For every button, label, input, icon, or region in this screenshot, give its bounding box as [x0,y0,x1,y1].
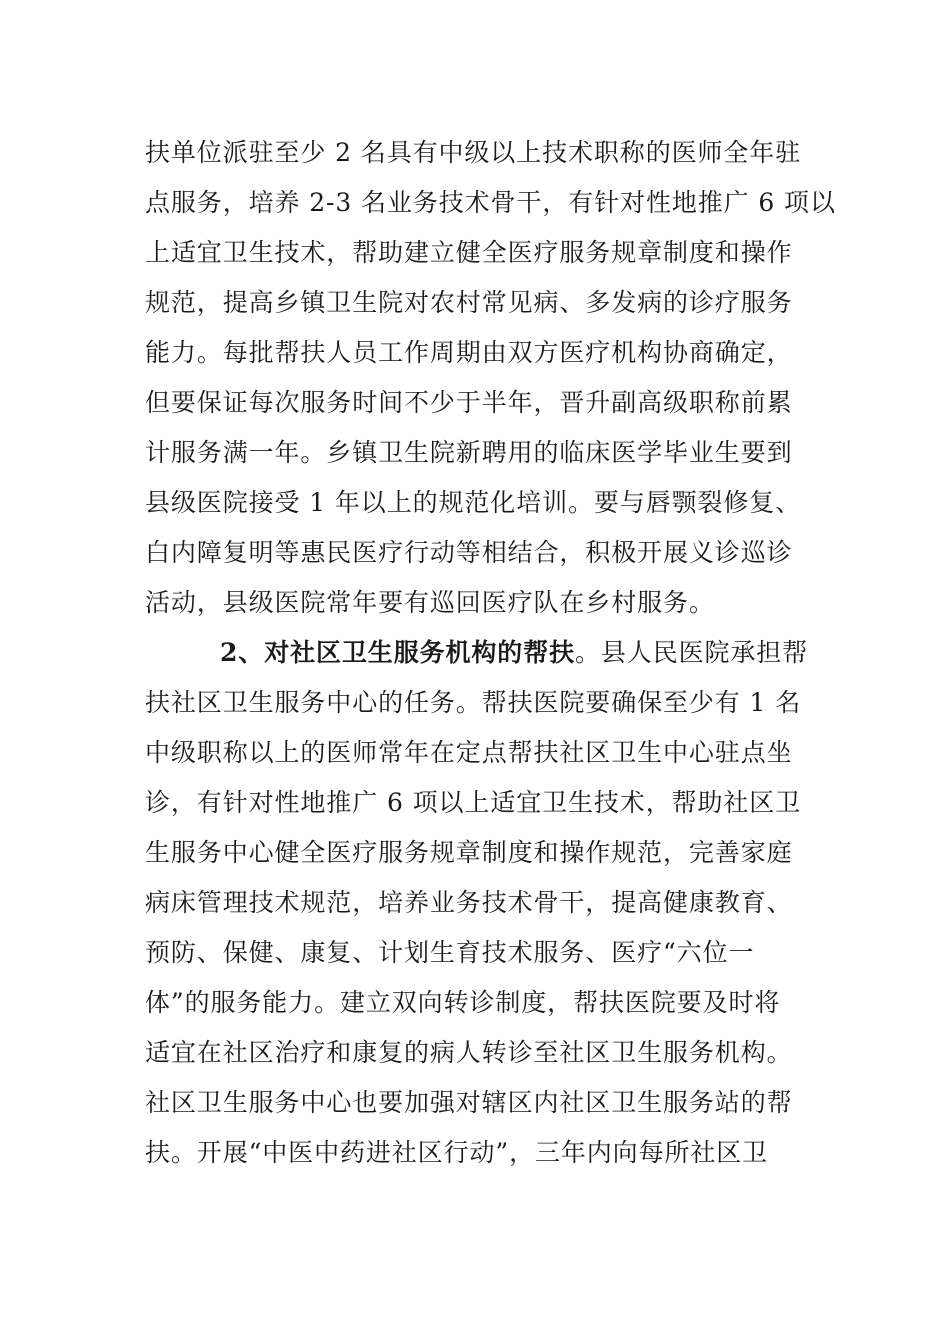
paragraph2-line-5: 生服务中心健全医疗服务规章制度和操作规范，完善家庭 [145,838,793,867]
paragraph2-line-3: 中级职称以上的医师常年在定点帮扶社区卫生中心驻点坐 [145,738,793,767]
paragraph1-line-5: 能力。每批帮扶人员工作周期由双方医疗机构协商确定， [145,338,793,367]
paragraph2-line-11: 扶。开展“中医中药进社区行动”，三年内向每所社区卫 [145,1138,769,1167]
paragraph2-line-8: 体”的服务能力。建立双向转诊制度，帮扶医院要及时将 [145,988,781,1017]
paragraph1-line-8: 县级医院接受 1 年以上的规范化培训。要与唇颚裂修复、 [145,488,802,517]
paragraph1-line-3: 上适宜卫生技术，帮助建立健全医疗服务规章制度和操作 [145,238,793,267]
paragraph1-line-10: 活动，县级医院常年要有巡回医疗队在乡村服务。 [145,588,715,617]
paragraph2-line-10: 社区卫生服务中心也要加强对辖区内社区卫生服务站的帮 [145,1088,793,1117]
paragraph2-line-6: 病床管理技术规范，培养业务技术骨干，提高健康教育、 [145,888,793,917]
paragraph1-line-2: 点服务，培养 2-3 名业务技术骨干，有针对性地推广 6 项以 [145,188,836,217]
paragraph1-line-7: 计服务满一年。乡镇卫生院新聘用的临床医学毕业生要到 [145,438,793,467]
paragraph1-line-6: 但要保证每次服务时间不少于半年，晋升副高级职称前累 [145,388,793,417]
paragraph2-line-4: 诊，有针对性地推广 6 项以上适宜卫生技术，帮助社区卫 [145,788,802,817]
paragraph1-line-4: 规范，提高乡镇卫生院对农村常见病、多发病的诊疗服务 [145,288,793,317]
paragraph2-first-line-rest: 。县人民医院承担帮 [575,638,809,667]
paragraph2-line-7: 预防、保健、康复、计划生育技术服务、医疗“六位一 [145,938,755,967]
paragraph2-heading: 2、对社区卫生服务机构的帮扶 [220,638,575,667]
paragraph2-line-9: 适宜在社区治疗和康复的病人转诊至社区卫生服务机构。 [145,1038,793,1067]
paragraph2-line-1 [220,627,808,679]
paragraph2-line-2: 扶社区卫生服务中心的任务。帮扶医院要确保至少有 1 名 [145,688,802,717]
paragraph1-line-9: 白内障复明等惠民医疗行动等相结合，积极开展义诊巡诊 [145,538,793,567]
paragraph1-line-1: 扶单位派驻至少 2 名具有中级以上技术职称的医师全年驻 [145,138,802,167]
